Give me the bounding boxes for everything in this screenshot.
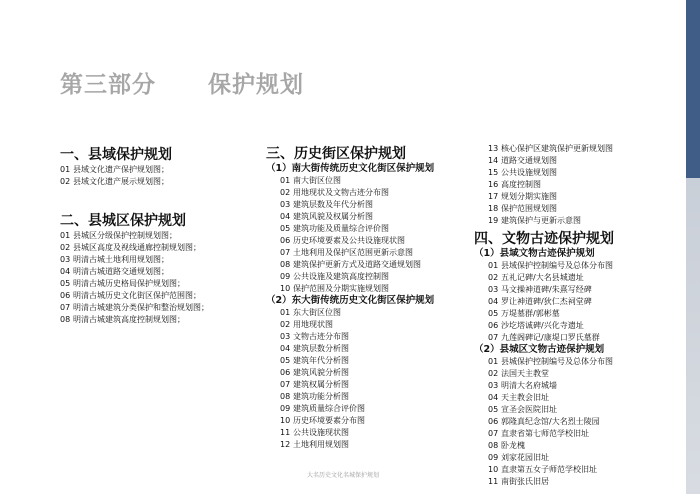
item-number: 05: [280, 356, 291, 365]
list-item: [60, 164, 172, 176]
item-number: 05: [488, 405, 499, 414]
item-number: 08: [488, 441, 499, 450]
list-item: [488, 296, 614, 308]
list-item: [280, 343, 434, 355]
column-3: [488, 143, 613, 227]
list-item: [280, 271, 434, 283]
list-item: [60, 254, 209, 266]
list-item: [488, 368, 614, 380]
right-decorative-bar: [686, 0, 700, 494]
item-number: 05: [280, 224, 291, 233]
list-item: [488, 404, 614, 416]
item-number: 02: [60, 177, 71, 186]
list-item: [280, 439, 434, 451]
item-number: 01: [280, 176, 291, 185]
section3-sub2-title: （2）东大街传统历史文化街区保护规划: [266, 295, 435, 306]
item-number: 07: [488, 429, 499, 438]
item-text: 建筑功能及质量综合评价图: [293, 224, 389, 233]
item-number: 06: [280, 236, 291, 245]
item-number: 11: [488, 477, 499, 486]
item-number: 11: [280, 428, 291, 437]
item-number: 07: [488, 333, 499, 342]
list-item: [488, 215, 613, 227]
list-item: [280, 391, 434, 403]
section3-sub2-continued-list: [488, 143, 613, 227]
list-item: [60, 230, 209, 242]
item-number: 14: [488, 156, 499, 165]
list-item: [280, 223, 434, 235]
list-item: [488, 332, 614, 344]
list-item: [488, 155, 613, 167]
item-text: 建筑权属分析图: [293, 380, 349, 389]
item-text: 高度控制图: [501, 180, 541, 189]
item-number: 03: [60, 255, 71, 264]
list-item: [488, 380, 614, 392]
item-text: 公共设施现状图: [293, 428, 349, 437]
item-text: 明清古城历史格局保护规划图；: [73, 279, 185, 288]
item-text: 明清大名府城墙: [501, 381, 557, 390]
item-number: 08: [280, 260, 291, 269]
item-text: 东大街区位图: [293, 308, 341, 317]
list-item: [488, 320, 614, 332]
item-number: 08: [60, 315, 71, 324]
column-1: [60, 147, 172, 188]
item-text: 明清古城建筑高度控制规划图；: [73, 315, 185, 324]
item-text: 刘家花园旧址: [501, 453, 549, 462]
list-item: [280, 403, 434, 415]
item-number: 07: [280, 380, 291, 389]
item-text: 明清古城建筑分类保护和整治规划图；: [73, 303, 209, 312]
section3-sub2-list: [266, 307, 434, 451]
list-item: [488, 167, 613, 179]
section1-heading: 一、县域保护规划: [60, 147, 172, 163]
list-item: [280, 259, 434, 271]
item-text: 郭隆真纪念馆/大名烈士陵园: [501, 417, 600, 426]
item-text: 县域文化遗产保护规划图；: [73, 165, 169, 174]
list-item: [488, 203, 613, 215]
item-number: 02: [280, 320, 291, 329]
section4-sub2-title: （2）县城区文物古迹保护规划: [474, 344, 605, 355]
item-text: 建筑功能分析图: [293, 392, 349, 401]
page-title: [60, 66, 304, 99]
list-item: [280, 175, 434, 187]
item-text: 直隶第五女子师范学校旧址: [501, 465, 597, 474]
item-number: 06: [60, 291, 71, 300]
item-text: 历史环境要素及公共设施现状图: [293, 236, 405, 245]
item-text: 明清古城土地利用规划图；: [73, 255, 169, 264]
item-text: 建筑风貌分析图: [293, 368, 349, 377]
item-number: 05: [60, 279, 71, 288]
item-text: 沙圪塔诚碑/兴化寺遗址: [501, 321, 584, 330]
item-text: 罗让神道碑/狄仁杰祠堂碑: [501, 297, 592, 306]
list-item: [280, 199, 434, 211]
item-number: 06: [488, 417, 499, 426]
item-number: 10: [488, 465, 499, 474]
item-text: 县域保护控制编号及总体分布图: [501, 261, 613, 270]
list-item: [280, 415, 434, 427]
item-number: 02: [488, 369, 499, 378]
list-item: [488, 272, 614, 284]
item-text: 县城保护控制编号及总体分布图: [501, 357, 613, 366]
item-text: 明清古城历史文化街区保护范围图；: [73, 291, 201, 300]
item-text: 建筑保护更新方式及道路交通规划图: [293, 260, 421, 269]
item-text: 土地利用及保护区范围更新示意图: [293, 248, 413, 257]
item-number: 03: [280, 200, 291, 209]
list-item: [280, 307, 434, 319]
item-text: 建筑层数及年代分析图: [293, 200, 373, 209]
item-text: 天主教会旧址: [501, 393, 549, 402]
item-number: 01: [488, 261, 499, 270]
list-item: [280, 427, 434, 439]
item-text: 公共设施规划图: [501, 168, 557, 177]
item-number: 03: [280, 332, 291, 341]
item-text: 土地利用规划图: [293, 440, 349, 449]
item-text: 道路交通规划图: [501, 156, 557, 165]
list-item: [60, 266, 209, 278]
item-text: 建筑质量综合评价图: [293, 404, 365, 413]
section3-sub1-title: （1）南大街传统历史文化街区保护规划: [266, 163, 435, 174]
item-number: 05: [488, 309, 499, 318]
list-item: [488, 260, 614, 272]
title-part: 第三部分: [60, 72, 156, 98]
item-text: 万堤墓群/郭彬墓: [501, 309, 560, 318]
item-number: 04: [488, 393, 499, 402]
section4-heading: 四、文物古迹保护规划: [474, 231, 614, 247]
item-number: 06: [488, 321, 499, 330]
item-number: 06: [280, 368, 291, 377]
item-number: 01: [488, 357, 499, 366]
list-item: [488, 179, 613, 191]
item-text: 建筑保护与更新示意图: [501, 216, 581, 225]
list-item: [60, 290, 209, 302]
list-item: [60, 314, 209, 326]
item-number: 04: [280, 344, 291, 353]
item-text: 用地现状图: [293, 320, 333, 329]
item-text: 保护范围规划图: [501, 204, 557, 213]
list-item: [488, 392, 614, 404]
list-item: [488, 191, 613, 203]
section4-sub1-list: [474, 260, 614, 344]
list-item: [488, 416, 614, 428]
item-text: 明清古城道路交通规划图；: [73, 267, 169, 276]
item-number: 10: [280, 416, 291, 425]
column-1b: [60, 213, 209, 326]
list-item: [60, 242, 209, 254]
section2-list: [60, 230, 209, 326]
item-text: 建筑年代分析图: [293, 356, 349, 365]
item-number: 01: [280, 308, 291, 317]
list-item: [280, 355, 434, 367]
item-text: 直隶省第七师范学校旧址: [501, 429, 589, 438]
page-footer: 大名历史文化名城保护规划: [306, 472, 379, 479]
item-number: 10: [280, 284, 291, 293]
item-number: 03: [488, 285, 499, 294]
list-item: [280, 283, 434, 295]
list-item: [60, 176, 172, 188]
column-3b: [474, 231, 614, 488]
item-number: 19: [488, 216, 499, 225]
item-number: 12: [280, 440, 291, 449]
list-item: [280, 247, 434, 259]
item-number: 09: [488, 453, 499, 462]
item-text: 县城区分级保护控制规划图；: [73, 231, 177, 240]
item-text: 县域文化遗产展示规划图；: [73, 177, 169, 186]
item-text: 法国天主教堂: [501, 369, 549, 378]
item-number: 13: [488, 144, 499, 153]
section1-list: [60, 164, 172, 188]
column-2: [266, 146, 434, 451]
list-item: [280, 331, 434, 343]
list-item: [280, 319, 434, 331]
list-item: [280, 211, 434, 223]
item-number: 08: [280, 392, 291, 401]
item-text: 保护范围及分期实施规划图: [293, 284, 389, 293]
item-text: 卧龙槐: [501, 441, 525, 450]
section4-sub1-title: （1）县域文物古迹保护规划: [474, 248, 595, 259]
section2-heading: 二、县城区保护规划: [60, 213, 186, 229]
item-number: 04: [60, 267, 71, 276]
list-item: [60, 278, 209, 290]
list-item: [488, 452, 614, 464]
item-text: 南大街区位图: [293, 176, 341, 185]
list-item: [488, 308, 614, 320]
section3-sub1-list: [266, 175, 434, 295]
item-text: 宣圣会医院旧址: [501, 405, 557, 414]
item-number: 18: [488, 204, 499, 213]
list-item: [280, 379, 434, 391]
item-number: 02: [280, 188, 291, 197]
list-item: [488, 440, 614, 452]
item-number: 07: [60, 303, 71, 312]
item-number: 02: [488, 273, 499, 282]
item-text: 建筑风貌及权属分析图: [293, 212, 373, 221]
item-text: 建筑层数分析图: [293, 344, 349, 353]
title-main: 保护规划: [208, 72, 304, 98]
item-number: 07: [280, 248, 291, 257]
item-text: 九莲阁碑记/康堤口罗氏墓群: [501, 333, 600, 342]
item-text: 文物古迹分布图: [293, 332, 349, 341]
item-number: 03: [488, 381, 499, 390]
list-item: [488, 143, 613, 155]
item-text: 马文操神道碑/朱熹写经碑: [501, 285, 592, 294]
item-text: 用地现状及文物古迹分布图: [293, 188, 389, 197]
item-text: 规划分期实施图: [501, 192, 557, 201]
item-text: 县城区高度及视线通廊控制规划图；: [73, 243, 201, 252]
item-number: 17: [488, 192, 499, 201]
item-number: 02: [60, 243, 71, 252]
item-number: 16: [488, 180, 499, 189]
item-number: 01: [60, 165, 71, 174]
item-text: 南街张氏旧居: [501, 477, 549, 486]
item-number: 15: [488, 168, 499, 177]
list-item: [488, 428, 614, 440]
section3-heading: 三、历史街区保护规划: [266, 146, 406, 162]
section4-sub2-list: [474, 356, 614, 488]
list-item: [60, 302, 209, 314]
item-number: 04: [488, 297, 499, 306]
item-text: 核心保护区建筑保护更新规划图: [501, 144, 613, 153]
item-number: 09: [280, 404, 291, 413]
item-number: 01: [60, 231, 71, 240]
item-text: 历史环境要素分布图: [293, 416, 365, 425]
list-item: [280, 187, 434, 199]
list-item: [280, 367, 434, 379]
list-item: [280, 235, 434, 247]
item-number: 04: [280, 212, 291, 221]
list-item: [488, 284, 614, 296]
list-item: [488, 356, 614, 368]
item-number: 09: [280, 272, 291, 281]
item-text: 公共设施及建筑高度控制图: [293, 272, 389, 281]
item-text: 五礼记碑/大名县城遗址: [501, 273, 584, 282]
